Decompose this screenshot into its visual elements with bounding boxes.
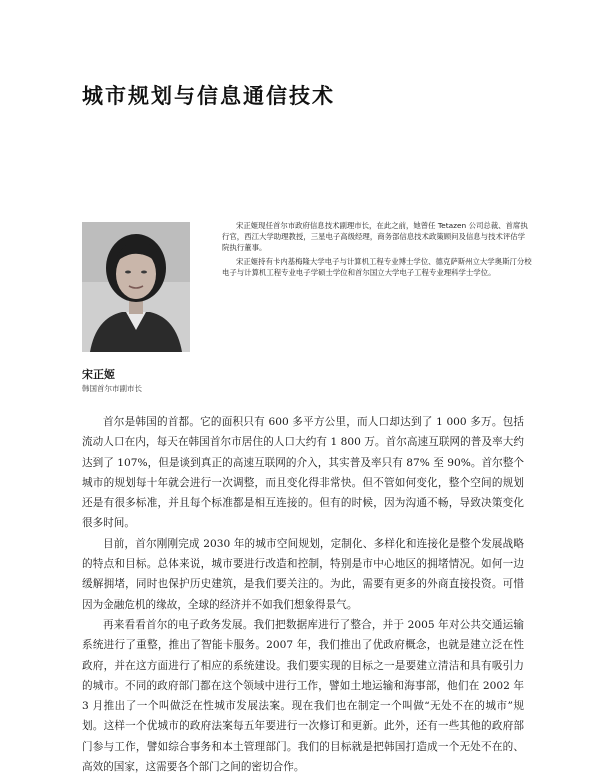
body-paragraph: 再来看看首尔的电子政务发展。我们把数据库进行了整合，并于 2005 年对公共交通运输系统进行了重整，推出了智能卡服务。2007 年，我们推出了优政府概念，也就是建立泛在性政府，并在这方面进行了相应的系统建设。我们要实现的目标之一是要建立清洁和具有吸引力的城市。不同的政府部门都在这个领域中进行工作，譬如土地运输和海事部，他们在 2002 年 3 月推出了一个叫做泛在性城市发展法案。现在我们也在制定一个叫做“无处不在的城市”规划。这样一个优城市的政府法案每五年要进行一次修订和更新。此外，还有一些其他的政府部门参与工作，譬如综合事务和本土管理部门。我们的目标就是把韩国打造成一个无处不在的、高效的国家，这需要各个部门之间的密切合作。 <box>82 618 524 774</box>
body-paragraph: 目前，首尔刚刚完成 2030 年的城市空间规划，定制化、多样化和连接化是整个发展战略的特点和目标。总体来说，城市要进行改造和控制，特别是市中心地区的拥堵情况。如何一边缓解拥堵，同时也保护历史建筑，是我们要关注的。为此，需要有更多的外商直接投资。可惜因为金融危机的缘故，全球的经济并不如我们想象得景气。 <box>82 537 524 611</box>
author-bio <box>222 220 532 280</box>
article-title: 城市规划与信息通信技术 <box>82 83 335 108</box>
bio-paragraph: 宋正姬现任首尔市政府信息技术副理市长，在此之前，她曾任 Tetazen 公司总裁、首席执行官，西江大学助理教授，三星电子高级经理，商务部信息技术政策顾问及信息与技术评估学院执行董事。 <box>222 221 528 253</box>
author-position: 韩国首尔市副市长 <box>82 384 142 393</box>
body-paragraph: 首尔是韩国的首都。它的面积只有 600 多平方公里，而人口却达到了 1 000 多万。包括流动人口在内，每天在韩国首尔市居住的人口大约有 1 800 万。首尔高速互联网的普及率大约达到了 107%，但是谈到真正的高速互联网的介入，其实普及率只有 87% 至 90%。首尔整个城市的规划每十年就会进行一次调整，而且变化得非常快。但不管如何变化，整个空间的规划还是有很多标准，并且每个标准都是相互连接的。但有的时候，因为沟通不畅，导致决策变化很多时间。 <box>82 416 524 530</box>
article-body <box>82 412 524 777</box>
bio-paragraph: 宋正姬持有卡内基梅隆大学电子与计算机工程专业博士学位、德克萨斯州立大学奥斯汀分校电子与计算机工程专业电子学硕士学位和首尔国立大学电子工程专业理科学士学位。 <box>222 256 532 277</box>
author-name: 宋正姬 <box>82 368 115 381</box>
portrait-image <box>82 222 190 352</box>
author-photo <box>82 222 190 352</box>
